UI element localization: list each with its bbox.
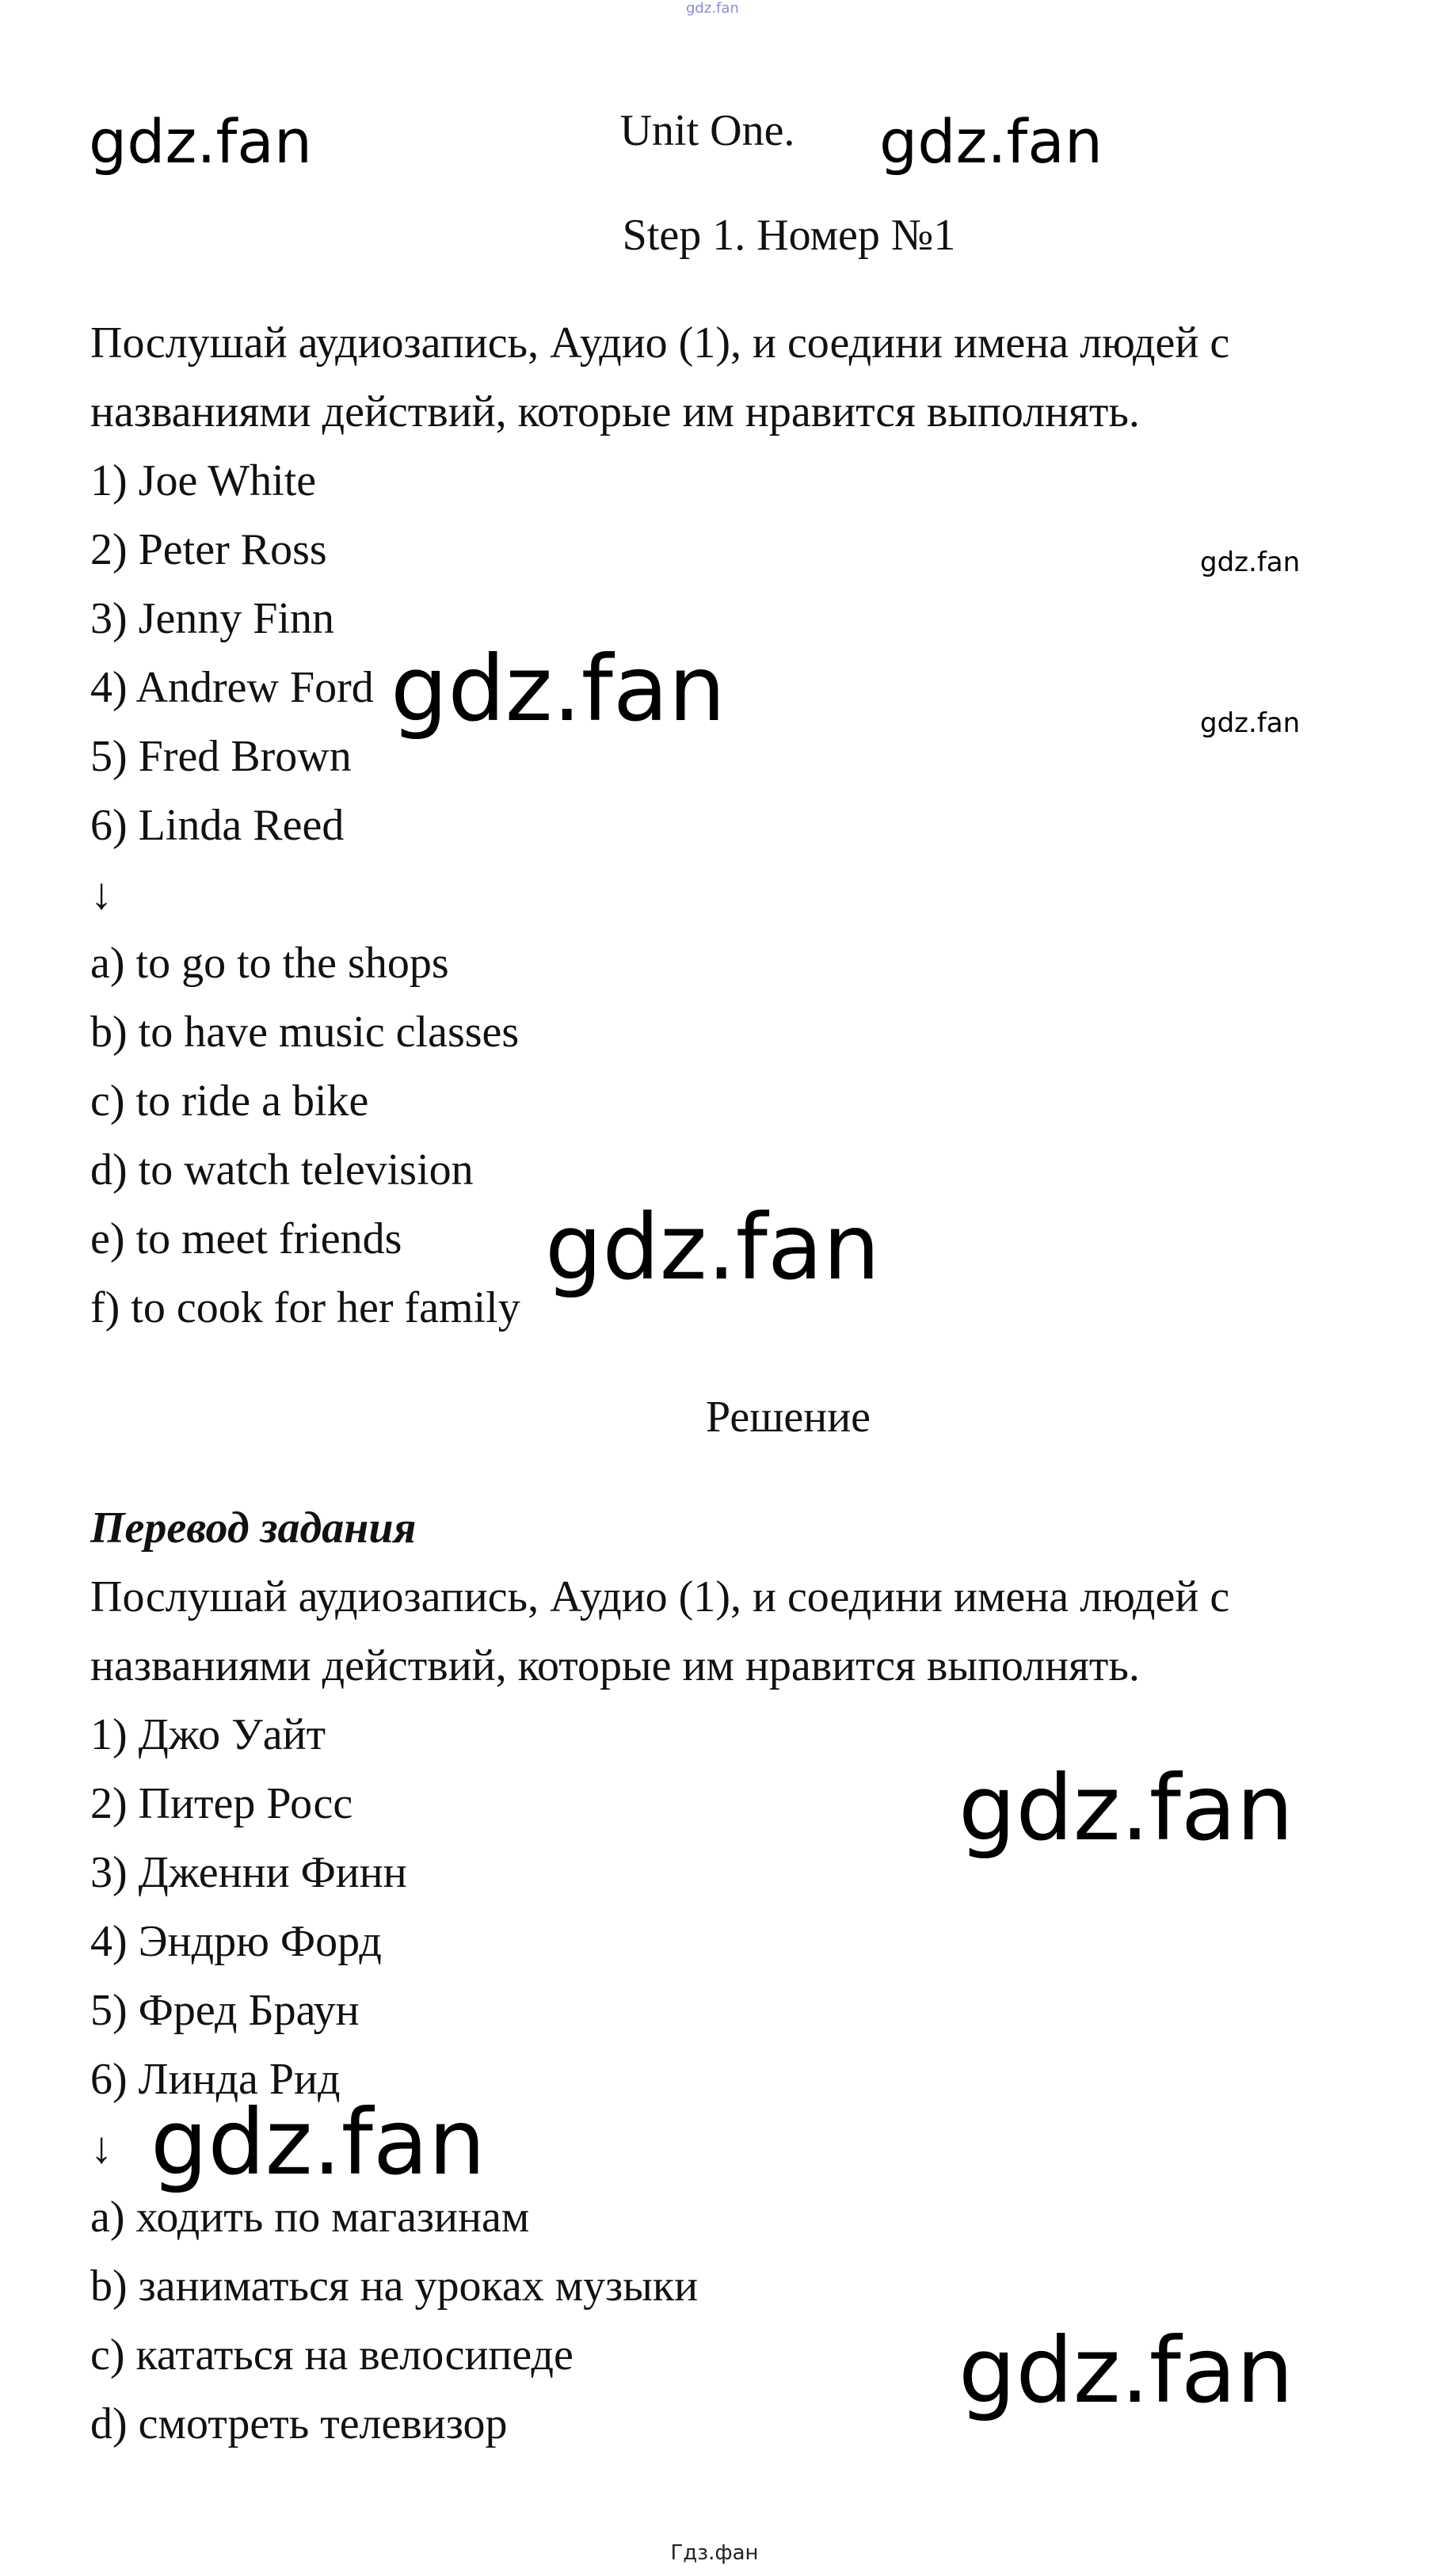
task-instruction-line-1: Послушай аудиозапись, Аудио (1), и соедини имена людей с bbox=[90, 318, 1230, 368]
solution-block bbox=[90, 1494, 1358, 2459]
watermark: gdz.fan bbox=[391, 636, 726, 741]
name-item: 3) Jenny Finn bbox=[90, 594, 334, 643]
translated-action-item: d) смотреть телевизор bbox=[90, 2399, 508, 2448]
watermark: gdz.fan bbox=[958, 2318, 1294, 2423]
watermark: gdz.fan bbox=[89, 106, 313, 177]
top-watermark: gdz.fan bbox=[686, 0, 739, 17]
down-arrow-icon: ↓ bbox=[90, 870, 112, 919]
solution-instruction-line-1: Послушай аудиозапись, Аудио (1), и соедини имена людей с bbox=[90, 1572, 1230, 1621]
translated-action-item: c) кататься на велосипеде bbox=[90, 2330, 574, 2380]
solution-heading: Решение bbox=[705, 1393, 871, 1442]
action-item: b) to have music classes bbox=[90, 1008, 520, 1057]
name-item: 4) Andrew Ford bbox=[90, 663, 374, 712]
action-item: a) to go to the shops bbox=[90, 939, 449, 988]
name-item: 1) Joe White bbox=[90, 456, 317, 505]
translated-action-item: b) заниматься на уроках музыки bbox=[90, 2262, 699, 2311]
action-item: f) to cook for her family bbox=[90, 1283, 520, 1332]
watermark: gdz.fan bbox=[1200, 707, 1301, 739]
action-item: d) to watch television bbox=[90, 1145, 474, 1195]
translated-name-item: 2) Питер Росс bbox=[90, 1779, 353, 1828]
translated-name-item: 6) Линда Рид bbox=[90, 2055, 341, 2104]
action-item: e) to meet friends bbox=[90, 1214, 402, 1263]
watermark: gdz.fan bbox=[545, 1195, 881, 1300]
solution-instruction-line-2: названиями действий, которые им нравится выполнять. bbox=[90, 1641, 1140, 1690]
watermark: gdz.fan bbox=[879, 106, 1103, 177]
translated-name-item: 1) Джо Уайт bbox=[90, 1710, 326, 1759]
name-item: 6) Linda Reed bbox=[90, 801, 345, 850]
translated-name-item: 5) Фред Браун bbox=[90, 1986, 360, 2035]
translated-action-item: a) ходить по магазинам bbox=[90, 2193, 530, 2242]
translated-name-item: 3) Дженни Финн bbox=[90, 1848, 407, 1897]
watermark: gdz.fan bbox=[1200, 547, 1301, 578]
down-arrow-icon: ↓ bbox=[90, 2124, 112, 2173]
watermark: gdz.fan bbox=[151, 2090, 486, 2195]
name-item: 2) Peter Ross bbox=[90, 525, 327, 574]
watermark: gdz.fan bbox=[958, 1755, 1294, 1861]
name-item: 5) Fred Brown bbox=[90, 732, 352, 781]
translation-title: Перевод задания bbox=[90, 1503, 417, 1553]
page-footer: Гдз.фан bbox=[670, 2541, 759, 2565]
step-title: Step 1. Номер №1 bbox=[622, 211, 956, 260]
action-item: c) to ride a bike bbox=[90, 1077, 369, 1126]
task-instruction-line-2: названиями действий, которые им нравится выполнять. bbox=[90, 387, 1140, 436]
translated-name-item: 4) Эндрю Форд bbox=[90, 1917, 382, 1966]
task-block bbox=[90, 309, 1358, 1343]
unit-title: Unit One. bbox=[619, 106, 795, 155]
